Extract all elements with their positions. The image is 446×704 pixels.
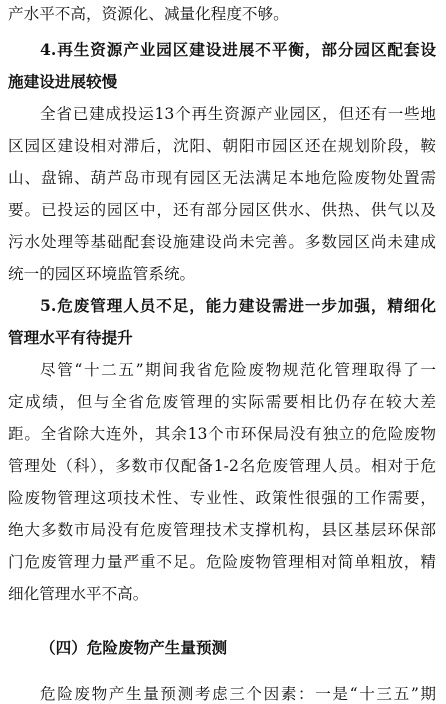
paragraph-line: 统一的园区环境监管系统。 bbox=[8, 265, 196, 283]
paragraph-line: 全省已建成投运13个再生资源产业园区，但还有一些地 bbox=[40, 105, 436, 123]
paragraph-line: 门危废管理力量严重不足。危险废物管理相对简单粗放，精 bbox=[8, 553, 436, 571]
section-heading-4: 4.再生资源产业园区建设进展不平衡，部分园区配套设 bbox=[40, 40, 436, 59]
paragraph-line: 要。已投运的园区中，还有部分园区供水、供热、供气以及 bbox=[8, 201, 436, 219]
paragraph-line: 危险废物产生量预测考虑三个因素：一是“十三五”期 bbox=[40, 685, 436, 703]
paragraph-line: 距。全省除大连外，其余13个市环保局没有独立的危险废物 bbox=[8, 425, 436, 443]
section-heading-4-cont: 施建设进展较慢 bbox=[8, 72, 118, 91]
paragraph-line: 管理处（科），多数市仅配备1-2名危废管理人员。相对于危 bbox=[8, 457, 436, 475]
paragraph-line: 产水平不高，资源化、减量化程度不够。 bbox=[8, 5, 289, 23]
paragraph-line: 山、盘锦、葫芦岛市现有园区无法满足本地危险废物处置需 bbox=[8, 169, 436, 187]
section-heading-5: 5.危废管理人员不足，能力建设需进一步加强，精细化 bbox=[40, 296, 436, 315]
subsection-heading: （四）危险废物产生量预测 bbox=[40, 638, 228, 657]
paragraph-line: 绝大多数市局没有危废管理技术支撑机构，县区基层环保部 bbox=[8, 521, 436, 539]
paragraph-line: 尽管“十二五”期间我省危险废物规范化管理取得了一 bbox=[40, 361, 436, 379]
paragraph-line: 细化管理水平不高。 bbox=[8, 585, 149, 603]
paragraph-line: 定成绩，但与全省危废管理的实际需要相比仍存在较大差 bbox=[8, 393, 436, 411]
paragraph-line: 污水处理等基础配套设施建设尚未完善。多数园区尚未建成 bbox=[8, 233, 436, 251]
paragraph-line: 区园区建设相对滞后，沈阳、朝阳市园区还在规划阶段，鞍 bbox=[8, 137, 436, 155]
section-heading-5-cont: 管理水平有待提升 bbox=[8, 328, 133, 347]
paragraph-line: 险废物管理这项技术性、专业性、政策性很强的工作需要， bbox=[8, 489, 436, 507]
